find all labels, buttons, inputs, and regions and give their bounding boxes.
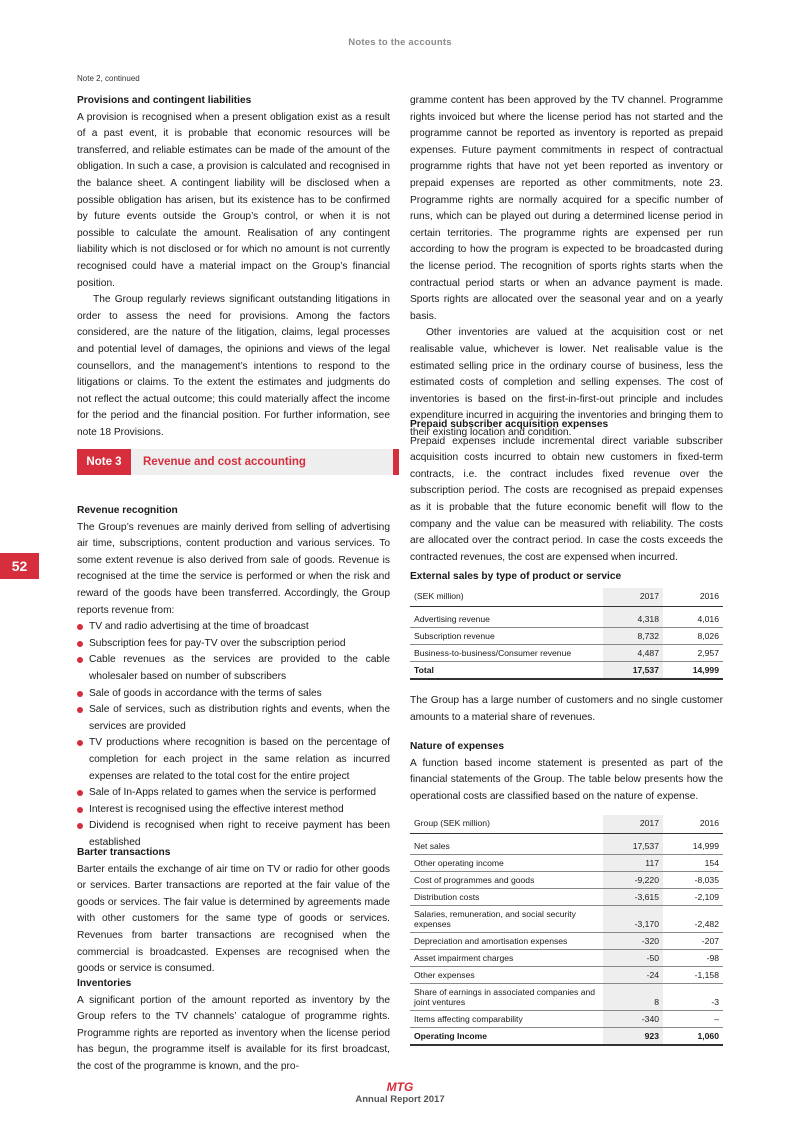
provisions-paragraph-1: A provision is recognised when a present obligation exist as a result of a past event, it is probable that economic resources will be transferred, and reliable estimates can be made of the amount of the obligation. In such a case, a provision is calculated and recognised in the balance sheet. A contingent liability will be disclosed when a possible obligation has arisen, but its existence has to be confirmed by future events outside the Group’s control, or when it is not possible to calculate the amount. Realisation of any contingent liability which is not disclosed or for which no amount is not currently recognised could have a material impact on the Group’s financial position. bbox=[77, 111, 390, 289]
inventories-paragraph-2: Other inventories are valued at the acquisition cost or net realisable value, whichever is lower. Net realisable value is the estimated selling price in the ordinary course of business, less the estimated costs of completion and selling expenses. The cost of inventories is based on the first-in-first-out principle and includes expenditure incurred in acquiring the inventories and bringing them to their existing location and condition. bbox=[410, 327, 723, 438]
bullet-icon bbox=[77, 823, 83, 829]
expenses-heading: Nature of expenses bbox=[410, 741, 504, 752]
mtg-logo-icon bbox=[385, 1079, 415, 1093]
table-total-row: Total 17,537 14,999 bbox=[410, 662, 723, 680]
inventories-continued-paragraph: gramme content has been approved by the TV channel. Programme rights invoiced but where the license period has not started and the programme cannot be reported as inventory is reported as prepaid expenses. Future payment commitments in respect of contractual programme rights that have not yet been reported as inventory or prepaid expenses are reported as other commitments, note 23. Programme rights are normally acquired for a specific number of runs, which can be played out during a determined license period in certain territories. The programme rights are expensed per run according to how the program is expected to be broadcasted during the license period. The recognition of sports rights starts when the contractual period starts or when an advance payment is made. Sports rights are allocated over the seasonal year and on a yearly basis. bbox=[410, 95, 723, 322]
table-row: Items affecting comparability -340 – bbox=[410, 1011, 723, 1028]
bullet-icon bbox=[77, 691, 83, 697]
table-row: Business-to-business/Consumer revenue 4,487 2,957 bbox=[410, 645, 723, 662]
bullet-icon bbox=[77, 641, 83, 647]
revenue-section bbox=[77, 503, 390, 851]
barter-paragraph: Barter entails the exchange of air time on TV or radio for other goods or services. Barter transactions are reported at the fair value of the goods or services. The fair value is determined by agreements made with other customers for the same type of goods or services. Revenues from barter transactions are recognised when the commercial is broadcasted. Expenses are recognised when the goods or service is consumed. bbox=[77, 863, 390, 975]
revenue-heading: Revenue recognition bbox=[77, 505, 178, 516]
expense-table bbox=[410, 815, 723, 1046]
column-header: (SEK million) bbox=[410, 588, 603, 607]
continued-label: Note 2, continued bbox=[77, 74, 140, 83]
page-number-tab: 52 bbox=[0, 553, 39, 579]
table-total-row: Operating Income 923 1,060 bbox=[410, 1028, 723, 1046]
provisions-section bbox=[77, 93, 390, 441]
bullet-icon bbox=[77, 807, 83, 813]
table-row: Net sales 17,537 14,999 bbox=[410, 838, 723, 855]
expenses-paragraph: A function based income statement is presented as part of the financial statements of the Group. The table below presents how the operational costs are classified based on the nature of expense. bbox=[410, 757, 723, 802]
inventories-paragraph: A significant portion of the amount reported as inventory by the Group refers to the TV channels’ catalogue of programme rights. Programme rights are reported as inventory when the license period has begun, the programme itself is available for its first broadcast, the cost of the programme is known, and the pro- bbox=[77, 994, 390, 1072]
bullet-icon bbox=[77, 790, 83, 796]
table-header-row bbox=[410, 815, 723, 834]
list-item: Interest is recognised using the effective interest method bbox=[77, 802, 390, 819]
column-header: 2017 bbox=[603, 815, 663, 834]
bullet-icon bbox=[77, 740, 83, 746]
provisions-paragraph-2: The Group regularly reviews significant outstanding litigations in order to assess the need for provisions. Among the factors considered, are the nature of the litigation, claims, legal processes and potential level of damages, the opinions and views of the legal counsellors, and the management’s intentions to respond to the litigations or claims. To the extent the estimates and judgments do not reflect the actual outcome; this could materially affect the income for the period and the financial position. For further information, see note 18 Provisions. bbox=[77, 294, 390, 438]
list-item: TV and radio advertising at the time of broadcast bbox=[77, 619, 390, 636]
note-number: Note 3 bbox=[77, 449, 131, 475]
list-item: Subscription fees for pay-TV over the subscription period bbox=[77, 636, 390, 653]
sales-table bbox=[410, 588, 723, 680]
revenue-paragraph: The Group’s revenues are mainly derived from selling of advertising air time, subscriptions, content production and various services. To some extent revenue is also derived from sale of goods. Revenue is recognised at the time the service is performed or when the risk and reward of the goods have been transferred. Accordingly, the Group reports revenue from: bbox=[77, 521, 390, 616]
table-row: Cost of programmes and goods -9,220 -8,035 bbox=[410, 872, 723, 889]
revenue-bullet-list bbox=[77, 619, 390, 851]
list-item: Sale of services, such as distribution rights and events, when the services are provided bbox=[77, 702, 390, 735]
table-row: Distribution costs -3,615 -2,109 bbox=[410, 889, 723, 906]
column-header: 2017 bbox=[603, 588, 663, 607]
table-row: Asset impairment charges -50 -98 bbox=[410, 950, 723, 967]
list-item: Sale of In-Apps related to games when the service is performed bbox=[77, 785, 390, 802]
sales-table-title: External sales by type of product or service bbox=[410, 571, 622, 582]
table-row: Share of earnings in associated companies and joint ventures 8 -3 bbox=[410, 984, 723, 1011]
note-title: Revenue and cost accounting bbox=[143, 456, 306, 468]
prepaid-heading: Prepaid subscriber acquisition expenses bbox=[410, 419, 609, 430]
bullet-icon bbox=[77, 624, 83, 630]
column-header: 2016 bbox=[663, 588, 723, 607]
table-row: Depreciation and amortisation expenses -320 -207 bbox=[410, 933, 723, 950]
list-item: TV productions where recognition is based on the percentage of completion for each project in the same relation as incurred expenses are related to the total cost for the entire project bbox=[77, 735, 390, 785]
inventories-heading: Inventories bbox=[77, 978, 132, 989]
list-item: Cable revenues as the services are provided to the cable wholesaler based on number of subscribers bbox=[77, 652, 390, 685]
note-banner bbox=[77, 449, 399, 475]
prepaid-paragraph: Prepaid expenses include incremental direct variable subscriber acquisition costs incurred to obtain new customers in fixed-term contracts, i.e. the contract includes fixed revenue over the subscription period. The costs are recognised as prepaid expenses as it is probable that the future economic benefit will flow to the company and the value can be measured with reliability. The costs are allocated over the contract period. In case the costs exceeds the contracted revenues, the cost are expensed when incurred. bbox=[410, 435, 723, 563]
report-title: Annual Report 2017 bbox=[355, 1094, 445, 1105]
provisions-heading: Provisions and contingent liabilities bbox=[77, 95, 252, 106]
table-row: Salaries, remuneration, and social security expenses -3,170 -2,482 bbox=[410, 906, 723, 933]
table-row: Advertising revenue 4,318 4,016 bbox=[410, 611, 723, 628]
customers-section bbox=[410, 693, 723, 726]
section-header: Notes to the accounts bbox=[348, 37, 452, 48]
inventories-section bbox=[77, 976, 390, 1076]
svg-text:MTG: MTG bbox=[386, 1080, 414, 1093]
column-header: 2016 bbox=[663, 815, 723, 834]
column-header: Group (SEK million) bbox=[410, 815, 603, 834]
list-item: Dividend is recognised when right to receive payment has been established bbox=[77, 818, 390, 851]
barter-heading: Barter transactions bbox=[77, 847, 171, 858]
table-row: Other expenses -24 -1,158 bbox=[410, 967, 723, 984]
table-header-row bbox=[410, 588, 723, 607]
list-item: Sale of goods in accordance with the terms of sales bbox=[77, 686, 390, 703]
table-row: Other operating income 117 154 bbox=[410, 855, 723, 872]
bullet-icon bbox=[77, 707, 83, 713]
inventories-continued-section bbox=[410, 93, 723, 441]
customers-paragraph: The Group has a large number of customers and no single customer amounts to a material share of revenues. bbox=[410, 695, 723, 723]
bullet-icon bbox=[77, 657, 83, 663]
expenses-section bbox=[410, 739, 723, 805]
prepaid-section bbox=[410, 417, 723, 566]
barter-section bbox=[77, 845, 390, 978]
table-row: Subscription revenue 8,732 8,026 bbox=[410, 628, 723, 645]
